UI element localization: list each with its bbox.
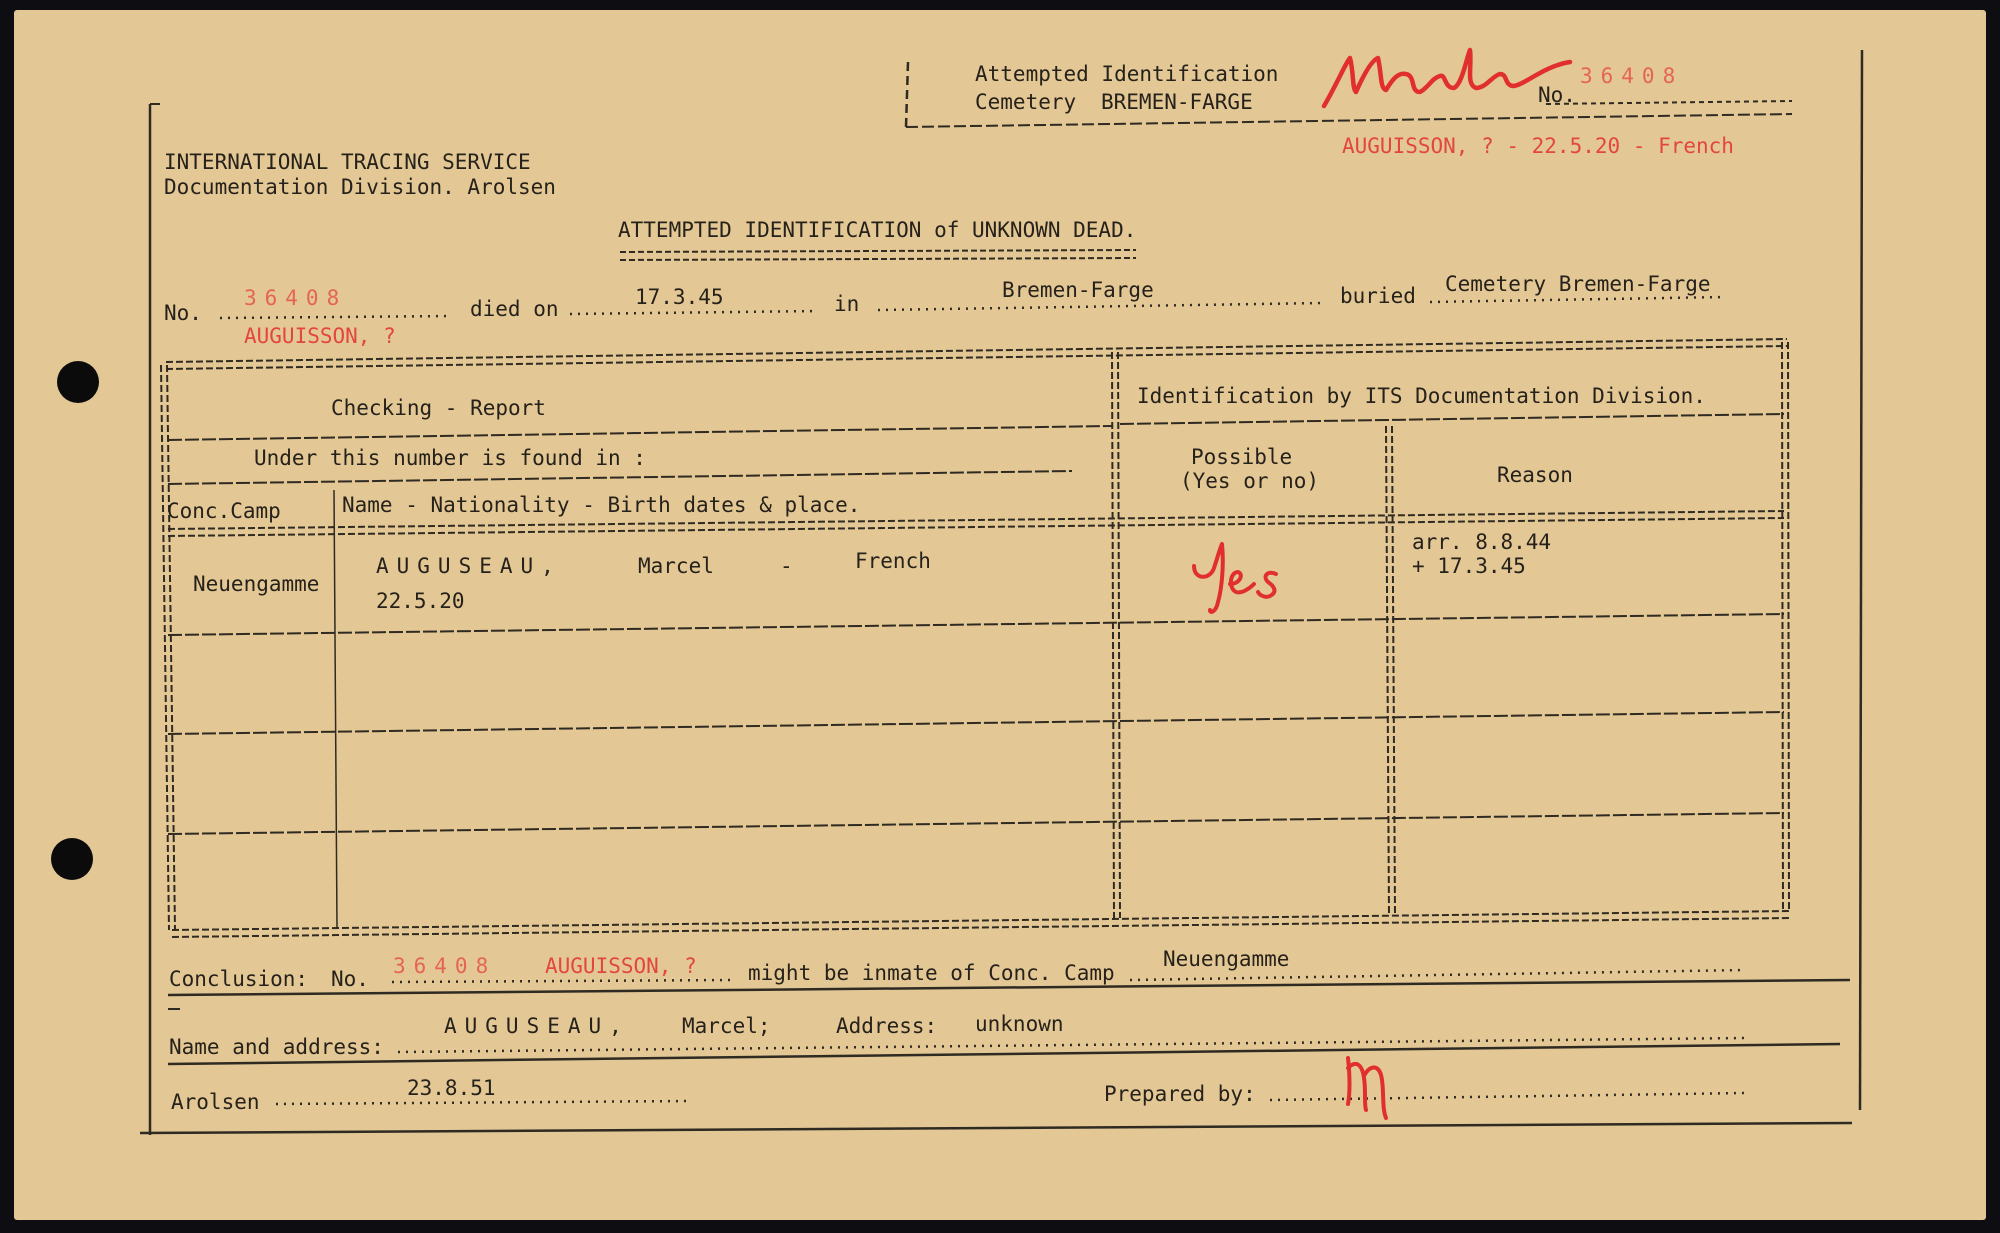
name-address-label: Name and address: <box>169 1035 384 1059</box>
handwritten-yes <box>1188 540 1298 620</box>
row-dash: - <box>780 554 793 578</box>
conclusion-no-label: No. <box>331 967 369 991</box>
record-buried-value: Cemetery Bremen-Farge <box>1445 272 1711 296</box>
row-firstname: Marcel <box>638 554 714 578</box>
header-red-summary: AUGUISSON, ? - 22.5.20 - French <box>1342 134 1734 158</box>
prepared-by-label: Prepared by: <box>1104 1082 1256 1106</box>
conclusion-name-red: AUGUISSON, ? <box>545 954 697 978</box>
row-nationality: French <box>855 549 931 573</box>
col-camp-header: Conc.Camp <box>167 499 281 523</box>
row-reason-line-2: + 17.3.45 <box>1412 554 1526 578</box>
row-birth-date: 22.5.20 <box>376 589 465 613</box>
record-no-value: 36408 <box>244 286 348 310</box>
record-died-label: died on <box>470 297 559 321</box>
name-address-surname: AUGUSEAU, <box>444 1014 630 1038</box>
record-died-value: 17.3.45 <box>635 285 724 309</box>
conclusion-might-text: might be inmate of Conc. Camp <box>748 961 1115 985</box>
header-no-value: 36408 <box>1580 64 1684 88</box>
col-reason-header: Reason <box>1497 463 1573 487</box>
table-left-header: Checking - Report <box>331 396 546 420</box>
row-camp: Neuengamme <box>193 572 320 596</box>
col-name-header: Name - Nationality - Birth dates & place. <box>342 493 861 517</box>
found-in-label: Under this number is found in : <box>254 446 646 470</box>
form-title: ATTEMPTED IDENTIFICATION of UNKNOWN DEAD. <box>618 218 1137 242</box>
address-value: unknown <box>975 1012 1064 1036</box>
row-reason-line-1: arr. 8.8.44 <box>1412 530 1552 554</box>
footer-date: 23.8.51 <box>407 1076 496 1100</box>
address-label: Address: <box>836 1014 938 1038</box>
handwritten-initials <box>1340 1046 1400 1121</box>
record-in-value: Bremen-Farge <box>1002 278 1154 302</box>
conclusion-no-value: 36408 <box>393 954 497 978</box>
record-name-red: AUGUISSON, ? <box>244 324 396 348</box>
issuer-line-1: INTERNATIONAL TRACING SERVICE <box>164 150 531 174</box>
row-surname: AUGUSEAU, <box>376 554 562 578</box>
record-no-label: No. <box>164 301 202 325</box>
col-possible-line-2: (Yes or no) <box>1180 469 1320 493</box>
record-buried-label: buried <box>1340 284 1416 308</box>
header-cemetery-label: Cemetery <box>975 90 1077 114</box>
name-address-firstname: Marcel; <box>682 1014 771 1038</box>
table-right-header: Identification by ITS Documentation Division. <box>1137 384 1706 408</box>
header-box-title: Attempted Identification <box>975 62 1279 86</box>
header-no-label: No. <box>1538 83 1576 107</box>
record-in-label: in <box>834 292 860 316</box>
conclusion-camp: Neuengamme <box>1163 947 1290 971</box>
conclusion-label: Conclusion: <box>169 967 309 991</box>
issuer-line-2: Documentation Division. Arolsen <box>164 175 556 199</box>
handwritten-made-note <box>1316 40 1576 120</box>
header-cemetery-value: BREMEN-FARGE <box>1101 90 1253 114</box>
footer-place: Arolsen <box>171 1090 260 1114</box>
col-possible-line-1: Possible <box>1191 445 1293 469</box>
